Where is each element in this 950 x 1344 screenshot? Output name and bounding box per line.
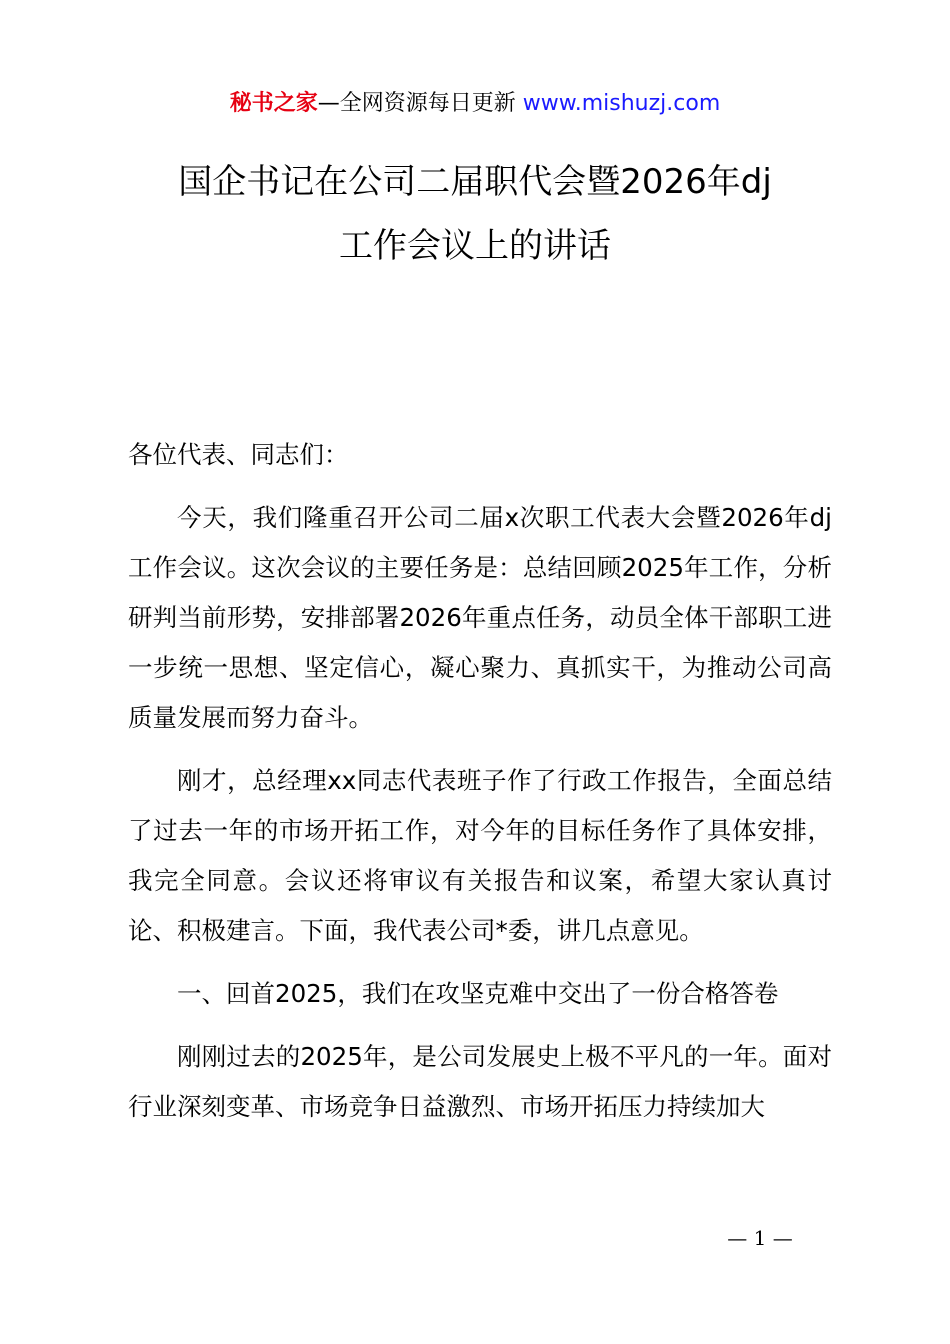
paragraph-section-1: 刚刚过去的2025年，是公司发展史上极不平凡的一年。面对行业深刻变革、市场竞争日益激烈、市场开拓压力持续加大 — [128, 1042, 832, 1121]
document-body — [128, 430, 832, 1145]
document-title — [60, 150, 890, 278]
title-line-1: 国企书记在公司二届职代会暨2026年dj — [178, 162, 772, 202]
page-number: — 1 — — [727, 1226, 793, 1250]
site-url-link[interactable]: www.mishuzj.com — [522, 91, 721, 116]
brand-name: 秘书之家 — [229, 91, 318, 116]
salutation: 各位代表、同志们： — [128, 440, 349, 469]
header-tagline: —全网资源每日更新 — [317, 91, 523, 116]
paragraph-report: 刚才，总经理xx同志代表班子作了行政工作报告，全面总结了过去一年的市场开拓工作，对今年的目标任务作了具体安排，我完全同意。会议还将审议有关报告和议案，希望大家认真讨论、积极建言。下面，我代表公司*委，讲几点意见。 — [128, 766, 832, 945]
section-heading-1: 一、回首2025，我们在攻坚克难中交出了一份合格答卷 — [177, 979, 779, 1008]
paragraph-opening: 今天，我们隆重召开公司二届x次职工代表大会暨2026年dj工作会议。这次会议的主要任务是：总结回顾2025年工作，分析研判当前形势，安排部署2026年重点任务，动员全体干部职工进一步统一思想、坚定信心，凝心聚力、真抓实干，为推动公司高质量发展而努力奋斗。 — [128, 503, 832, 732]
site-header — [0, 88, 950, 120]
title-line-2: 工作会议上的讲话 — [339, 226, 611, 266]
